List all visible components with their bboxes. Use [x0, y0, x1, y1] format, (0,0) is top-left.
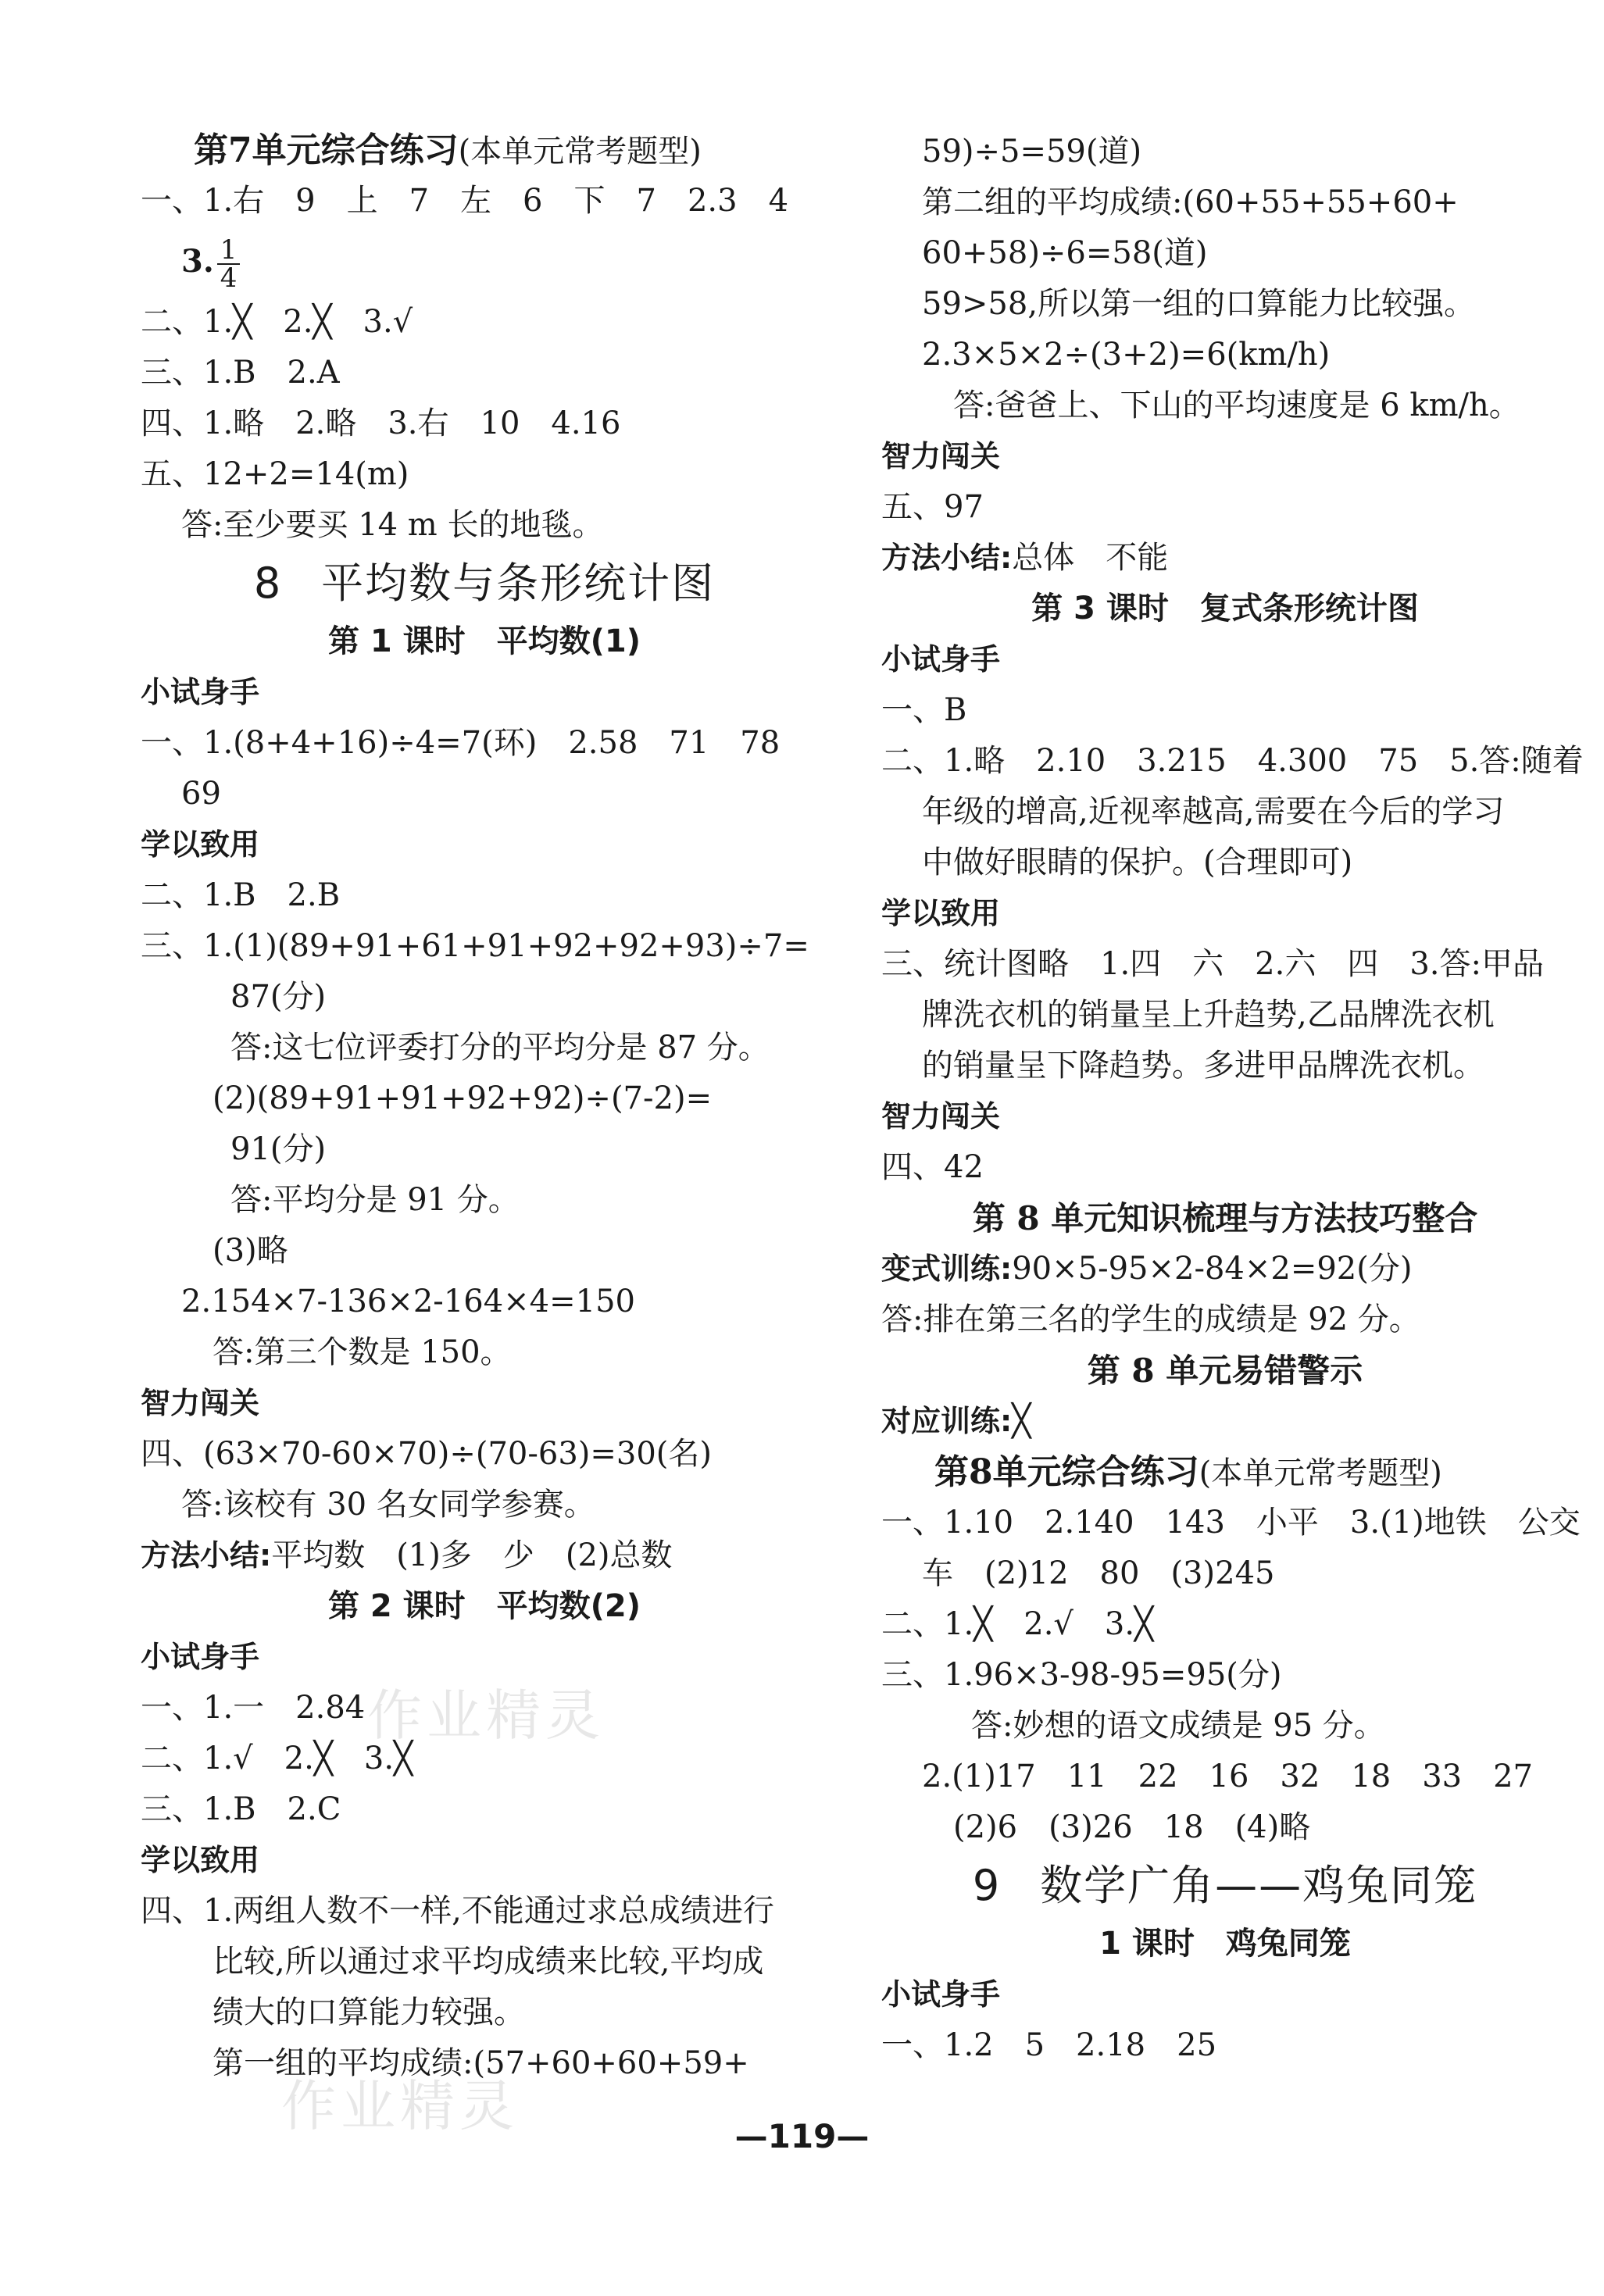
answer-line: 三、1.(1)(89+91+61+91+92+92+93)÷7=	[141, 928, 809, 964]
summary-line	[881, 1244, 1569, 1294]
section-label: 学以致用	[141, 827, 260, 862]
answer-line: 牌洗衣机的销量呈上升趋势,乙品牌洗衣机	[922, 997, 1495, 1033]
answer-line: 2.154×7-136×2-164×4=150	[181, 1284, 635, 1319]
chapter-number: 9	[972, 1861, 1002, 1910]
answer-line: (2)(89+91+91+92+92)÷(7-2)=	[181, 1080, 713, 1116]
section-label: 小试身手	[141, 675, 260, 709]
summary-line	[141, 1530, 828, 1581]
section-label: 小试身手	[881, 642, 1001, 677]
answer-line: 四、1.略 2.略 3.右 10 4.16	[141, 405, 621, 441]
chapter-heading	[881, 1853, 1569, 1919]
summary-line	[881, 533, 1569, 584]
question-number: 3.	[181, 243, 214, 280]
lesson-heading: 1 课时 鸡兔同笼	[1099, 1926, 1351, 1962]
chapter-title: 平均数与条形统计图	[321, 559, 716, 608]
unit-review-heading	[881, 1447, 1569, 1498]
answer-line: 年级的增高,近视率越高,需要在今后的学习	[922, 794, 1505, 830]
answer-line: 二、1.╳ 2.╳ 3.√	[141, 304, 413, 340]
watermark-text: 作业精灵	[367, 1684, 605, 1748]
lesson-heading: 第 3 课时 复式条形统计图	[1031, 591, 1419, 627]
summary-label: 对应训练:	[881, 1404, 1013, 1438]
section-heading: 第 8 单元知识梳理与方法技巧整合	[972, 1199, 1478, 1237]
answer-line: 车 (2)12 80 (3)245	[922, 1555, 1275, 1591]
answer-line: 一、1.一 2.84	[141, 1690, 366, 1726]
unit-heading-title: 第8单元综合练习	[934, 1452, 1199, 1492]
answer-line: 四、1.两组人数不一样,不能通过求总成绩进行	[141, 1893, 774, 1929]
answer-line: 五、97	[881, 489, 984, 525]
answer-line: 一、1.10 2.140 143 小平 3.(1)地铁 公交	[881, 1505, 1581, 1541]
answer-line: 二、1.B 2.B	[141, 877, 341, 913]
answer-line: 2.(1)17 11 22 16 32 18 33 27	[922, 1759, 1534, 1794]
answer-line: 答:排在第三名的学生的成绩是 92 分。	[881, 1302, 1420, 1337]
chapter-title: 数学广角——鸡兔同笼	[1040, 1861, 1478, 1910]
section-label: 小试身手	[141, 1640, 260, 1674]
answer-line: 三、1.B 2.A	[141, 355, 340, 391]
summary-label: 变式训练:	[881, 1252, 1013, 1286]
answer-line: 三、1.B 2.C	[141, 1791, 341, 1827]
fraction-numerator: 1	[217, 237, 241, 265]
answer-line: 二、1.√ 2.╳ 3.╳	[141, 1741, 413, 1776]
answer-line: 第一组的平均成绩:(57+60+60+59+	[181, 2045, 749, 2081]
answer-line: 比较,所以通过求平均成绩来比较,平均成	[181, 1944, 764, 1980]
answer-line: 2.3×5×2÷(3+2)=6(km/h)	[922, 337, 1331, 373]
page-number: —119—	[734, 2117, 870, 2155]
answer-line: 87(分)	[230, 979, 327, 1015]
section-label: 小试身手	[881, 1977, 1001, 2012]
unit-heading-note: (本单元常考题型)	[458, 134, 702, 170]
section-label: 智力闯关	[141, 1386, 260, 1420]
answer-line: 第二组的平均成绩:(60+55+55+60+	[922, 184, 1459, 220]
unit-heading-note: (本单元常考题型)	[1199, 1455, 1442, 1491]
unit-review-heading	[141, 125, 828, 176]
lesson-heading: 第 2 课时 平均数(2)	[327, 1588, 641, 1624]
right-column	[881, 127, 1584, 2071]
answer-line: 三、1.96×3-98-95=95(分)	[881, 1657, 1282, 1693]
answer-line: 的销量呈下降趋势。多进甲品牌洗衣机。	[922, 1048, 1484, 1084]
chapter-heading	[141, 551, 828, 616]
section-label: 智力闯关	[881, 1099, 1001, 1134]
section-label: 学以致用	[141, 1843, 260, 1877]
answer-line: 三、统计图略 1.四 六 2.六 四 3.答:甲品	[881, 946, 1544, 982]
answer-line: 绩大的口算能力较强。	[181, 1994, 525, 2030]
summary-text: 总体 不能	[1012, 540, 1169, 576]
chapter-number: 8	[253, 559, 283, 608]
section-heading: 第 8 单元易错警示	[1087, 1352, 1363, 1390]
answer-line: 69	[181, 776, 221, 812]
answer-line: 答:第三个数是 150。	[181, 1334, 512, 1370]
answer-line: 二、1.╳ 2.√ 3.╳	[881, 1606, 1154, 1642]
summary-text: ╳	[1012, 1403, 1031, 1439]
answer-line: 五、12+2=14(m)	[141, 456, 409, 492]
summary-text: 90×5-95×2-84×2=92(分)	[1012, 1251, 1413, 1287]
summary-label: 方法小结:	[141, 1538, 272, 1573]
answer-line: 一、1.2 5 2.18 25	[881, 2027, 1217, 2063]
answer-line: 59)÷5=59(道)	[922, 134, 1142, 170]
section-label: 智力闯关	[881, 439, 1001, 473]
watermark-text-lower: 作业精灵	[281, 2074, 519, 2138]
answer-line: 答:至少要买 14 m 长的地毯。	[181, 507, 604, 543]
fraction-answer-line	[141, 227, 828, 297]
answer-line: (3)略	[181, 1233, 288, 1269]
answer-line: 四、(63×70-60×70)÷(70-63)=30(名)	[141, 1436, 713, 1472]
summary-text: 平均数 (1)多 少 (2)总数	[271, 1537, 673, 1573]
unit-heading-title: 第7单元综合练习	[194, 130, 459, 170]
fraction	[217, 234, 241, 294]
answer-line: 答:平均分是 91 分。	[230, 1182, 520, 1218]
answer-line: (2)6 (3)26 18 (4)略	[922, 1809, 1311, 1845]
summary-line	[881, 1396, 1569, 1447]
answer-line: 答:这七位评委打分的平均分是 87 分。	[230, 1030, 770, 1066]
summary-label: 方法小结:	[881, 541, 1013, 575]
answer-line: 一、B	[881, 692, 967, 728]
fraction-denominator: 4	[220, 262, 238, 294]
answer-line: 59>58,所以第一组的口算能力比较强。	[922, 286, 1476, 322]
section-label: 学以致用	[881, 896, 1001, 930]
answer-line: 一、1.右 9 上 7 左 6 下 7 2.3 4	[141, 183, 789, 219]
answer-line: 答:该校有 30 名女同学参赛。	[181, 1487, 595, 1523]
answer-line: 答:妙想的语文成绩是 95 分。	[971, 1708, 1385, 1744]
lesson-heading: 第 1 课时 平均数(1)	[327, 623, 641, 659]
answer-line: 二、1.略 2.10 3.215 4.300 75 5.答:随着	[881, 743, 1584, 779]
answer-line: 91(分)	[230, 1131, 327, 1167]
answer-line: 答:爸爸上、下山的平均速度是 6 km/h。	[922, 387, 1520, 423]
answer-line: 中做好眼睛的保护。(合理即可)	[922, 844, 1353, 880]
answer-line: 一、1.(8+4+16)÷4=7(环) 2.58 71 78	[141, 725, 781, 761]
answer-line: 四、42	[881, 1149, 984, 1185]
left-column	[141, 125, 828, 2089]
answer-line: 60+58)÷6=58(道)	[922, 235, 1208, 271]
